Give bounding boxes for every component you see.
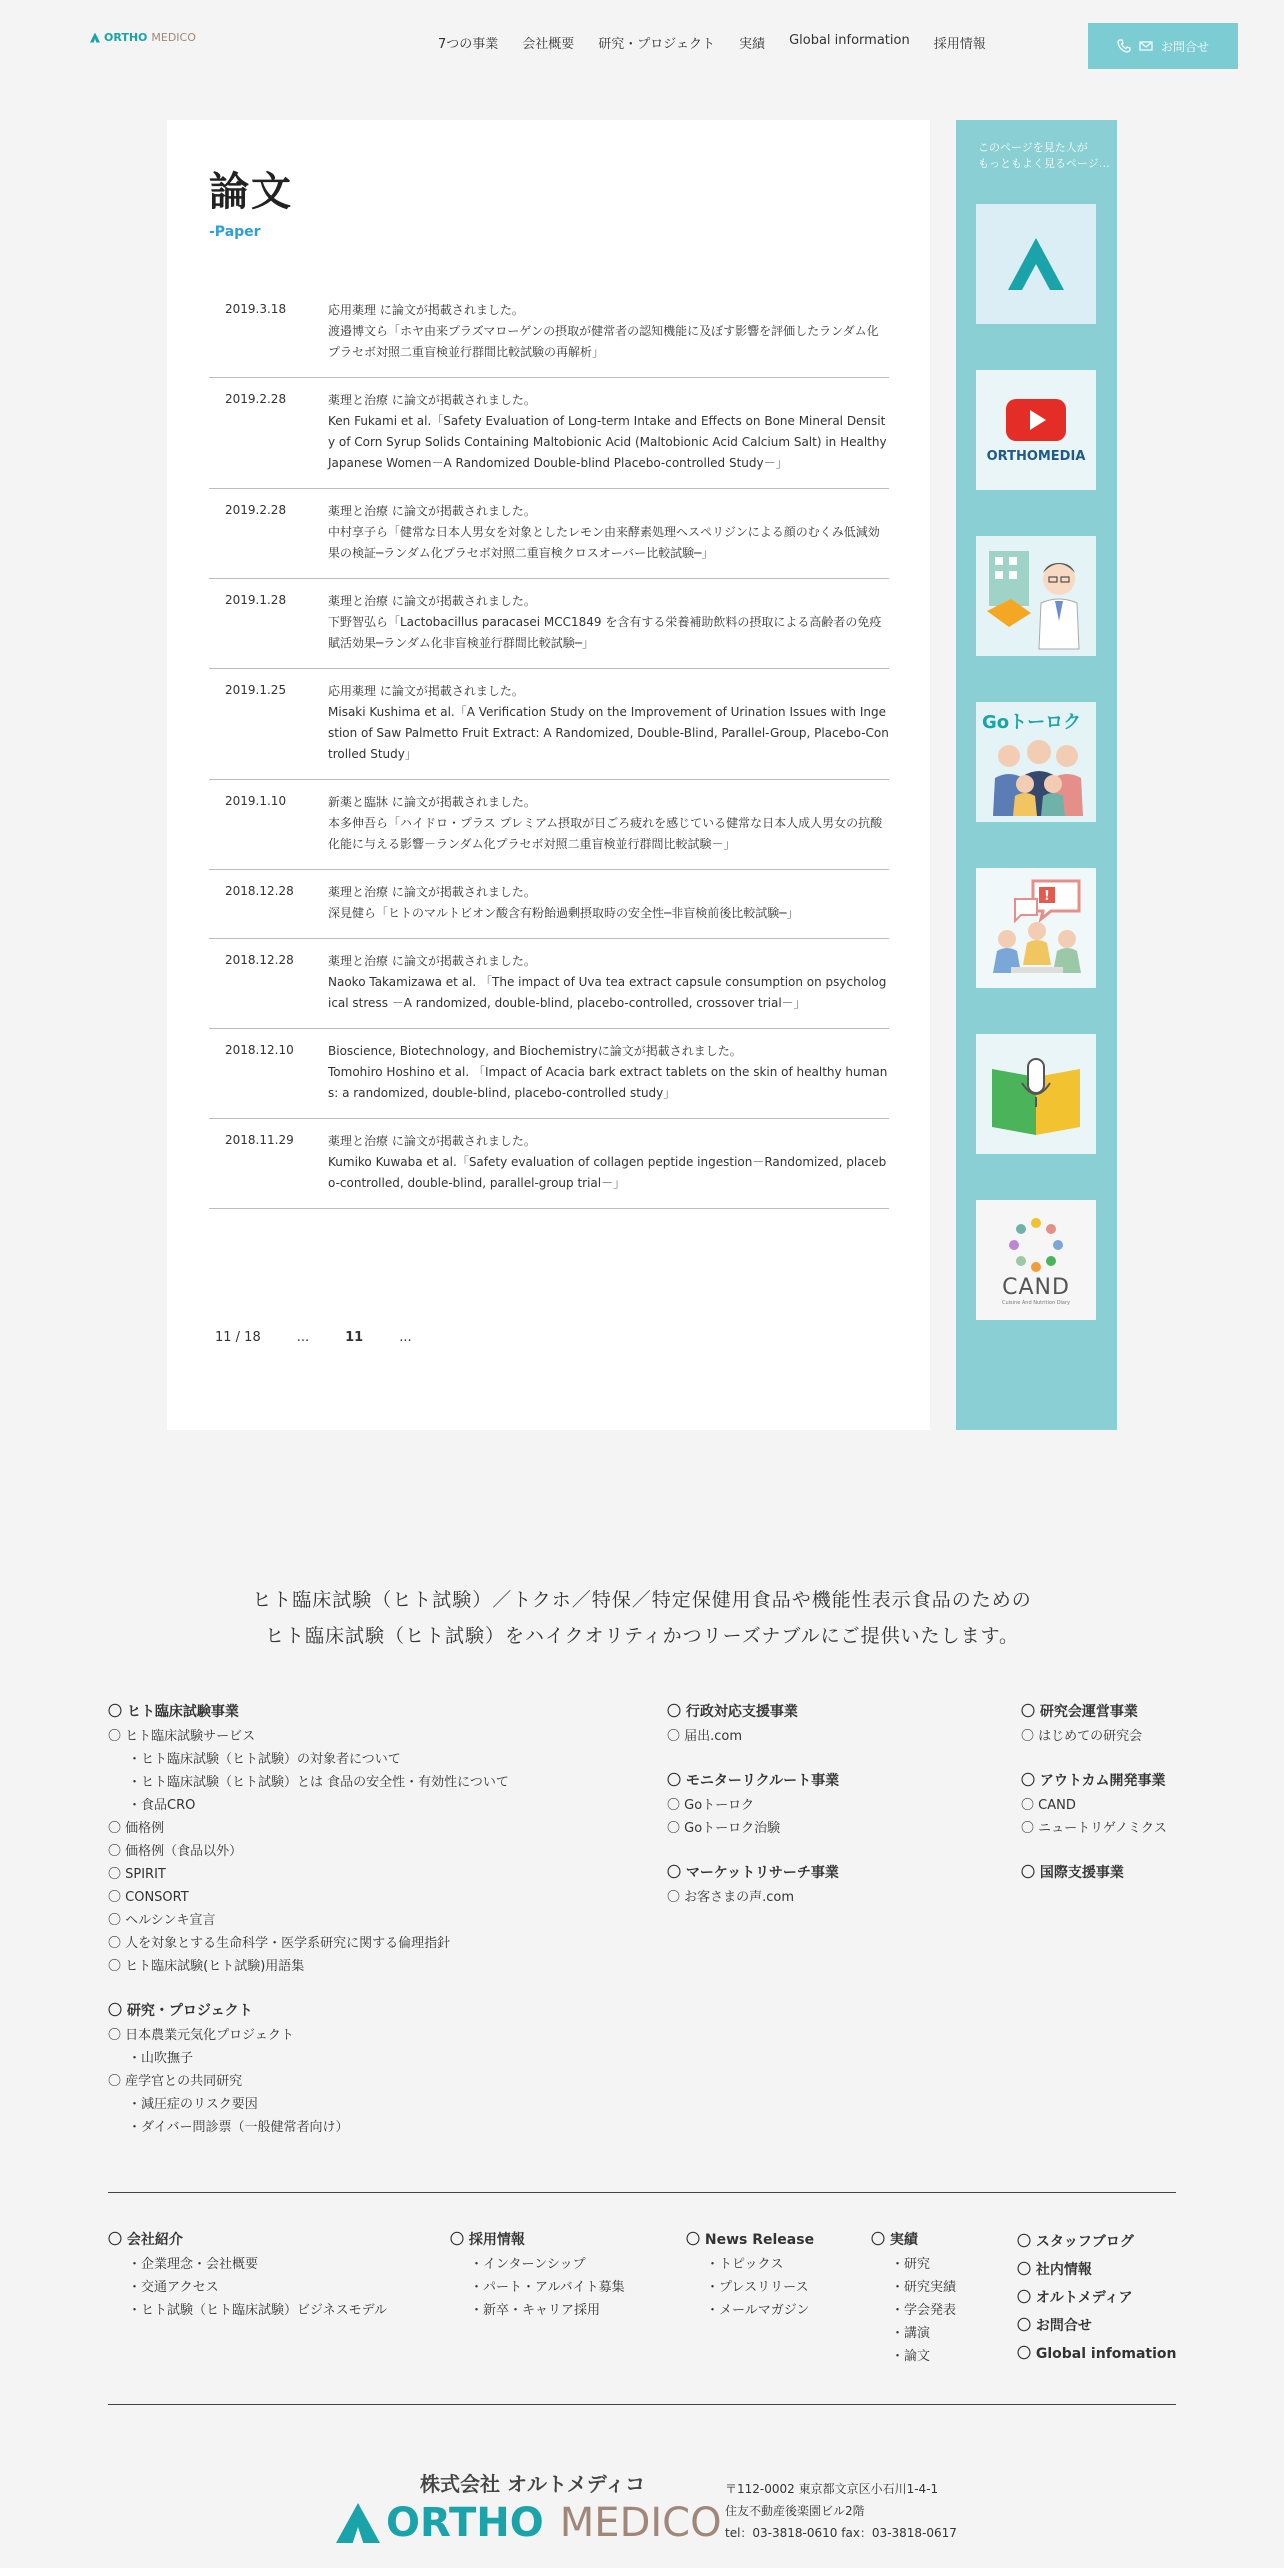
paper-citation[interactable]: Misaki Kushima et al.「A Verification Study on the Improvement of Urination Issues with Ingestion of Saw Palmetto Fruit Extract: A Randomized, Double-Blind, Parallel-Group, Placebo-Controlled Study」 [328, 705, 889, 761]
footer-col-news [686, 2229, 814, 2322]
footer-link-parttime[interactable]: ・パート・アルバイト募集 [470, 2280, 625, 2295]
links-heading-admin[interactable]: 〇 行政対応支援事業 [667, 1704, 798, 1720]
links-heading-research[interactable]: 〇 研究・プロジェクト [108, 2003, 253, 2019]
clinical-trial-tile[interactable] [976, 536, 1096, 656]
page-title: 論文 [209, 168, 293, 215]
footer-col-results [871, 2229, 956, 2368]
paper-journal: 薬理と治療 に論文が掲載されました。 [328, 1134, 536, 1148]
paper-row [209, 1119, 889, 1209]
links-col-1 [108, 1701, 509, 2139]
paper-body [328, 591, 889, 654]
links-heading-study-group[interactable]: 〇 研究会運営事業 [1021, 1704, 1138, 1720]
ortho-logo-tile[interactable] [976, 204, 1096, 324]
link-research-4[interactable]: ・ダイバー問診票（一般健常者向け） [128, 2120, 349, 2135]
logo-mark-icon [90, 33, 100, 43]
nav-item-results[interactable]: 実績 [739, 37, 766, 52]
voice-book-tile[interactable] [976, 1034, 1096, 1154]
link-todokede[interactable]: 〇 届出.com [667, 1729, 743, 1744]
mic-book-icon [986, 1049, 1086, 1139]
paper-citation[interactable]: 中村享子ら「健常な日本人男女を対象としたレモン由来酵素処理ヘスペリジンによる顔のむくみ低減効果の検証─ランダム化プラセボ対照二重盲検クロスオーバー比較試験─」 [328, 525, 880, 560]
papers-card [167, 120, 930, 1430]
paper-date: 2019.1.28 [225, 593, 287, 607]
play-icon [1004, 397, 1068, 443]
footer-link-ortho-media[interactable]: 〇 オルトメディア [1017, 2290, 1133, 2306]
paper-citation[interactable]: Kumiko Kuwaba et al.「Safety evaluation of collagen peptide ingestion－Randomized, placebo-controlled, double-blind, parallel-group trial－」 [328, 1155, 887, 1190]
phone-fax: tel：03-3818-0610 fax：03-3818-0617 [725, 2526, 957, 2540]
paper-citation[interactable]: 本多伸吾ら「ハイドロ・プラス プレミアム摂取が日ごろ疲れを感じている健常な日本人成人男女の抗酸化能に与える影響－ランダム化プラセボ対照二重盲検並行群間比較試験－」 [328, 816, 883, 851]
link-clinical-10[interactable]: 〇 ヒト臨床試験(ヒト試験)用語集 [108, 1959, 305, 1974]
footer-link-newsletter[interactable]: ・メールマガジン [706, 2303, 810, 2318]
link-research-2[interactable]: 〇 産学官との共同研究 [108, 2074, 243, 2089]
paper-body [328, 681, 889, 765]
paper-date: 2019.2.28 [225, 392, 287, 406]
paper-row [209, 489, 889, 579]
footer-link-contact[interactable]: 〇 お問合せ [1017, 2318, 1092, 2334]
paper-date: 2018.12.28 [225, 953, 294, 967]
divider-2 [108, 2404, 1176, 2405]
paper-row [209, 378, 889, 489]
link-research-3[interactable]: ・減圧症のリスク要因 [128, 2097, 258, 2112]
logo-text-ortho: ORTHO [104, 31, 148, 44]
footer-heading-company[interactable]: 〇 会社紹介 [108, 2232, 183, 2248]
sidebar-heading: このページを見た人が もっともよく見るページ… [978, 141, 1110, 170]
page-count: 11 / 18 [215, 1330, 261, 1345]
paper-journal: 薬理と治療 に論文が掲載されました。 [328, 954, 536, 968]
paper-row [209, 939, 889, 1029]
address-line-2: 住友不動産後楽園ビル2階 [725, 2504, 865, 2518]
main-nav [438, 33, 986, 52]
links-heading-outcome[interactable]: 〇 アウトカム開発事業 [1021, 1773, 1166, 1789]
footer-col-company [108, 2229, 387, 2322]
paper-row [209, 1029, 889, 1119]
footer-logo-medico: MEDICO [559, 2500, 722, 2546]
paper-body [328, 300, 889, 363]
link-gotoroku[interactable]: 〇 Goトーロク [667, 1798, 755, 1813]
nav-item-global[interactable]: Global information [789, 33, 910, 48]
paper-date: 2019.2.28 [225, 503, 287, 517]
footer-logo-mark-icon [336, 2503, 380, 2543]
paper-body [328, 792, 889, 855]
links-col-2 [667, 1701, 839, 1909]
pagination [215, 1330, 412, 1345]
divider-1 [108, 2192, 1176, 2193]
paper-journal: 薬理と治療 に論文が掲載されました。 [328, 594, 536, 608]
footer-logo[interactable] [336, 2500, 722, 2546]
footer-heading-results[interactable]: 〇 実績 [871, 2232, 918, 2248]
paper-row [209, 669, 889, 780]
links-heading-market[interactable]: 〇 マーケットリサーチ事業 [667, 1865, 839, 1881]
paper-journal: 新薬と臨牀 に論文が掲載されました。 [328, 795, 536, 809]
footer-link-research-results[interactable]: ・研究実績 [891, 2280, 957, 2295]
paper-list [209, 288, 889, 1209]
paper-date: 2019.1.10 [225, 794, 287, 808]
discussion-illustration-icon [981, 873, 1091, 983]
pager-ellipsis-next[interactable]: ... [399, 1330, 412, 1345]
paper-citation[interactable]: 深見健ら「ヒトのマルトビオン酸含有粉飴過剰摂取時の安全性─非盲検前後比較試験─」 [328, 906, 799, 920]
cand-label: CAND [1002, 1274, 1070, 1300]
paper-journal: 応用薬理 に論文が掲載されました。 [328, 684, 524, 698]
footer-link-business-model[interactable]: ・ヒト試験（ヒト臨床試験）ビジネスモデル [128, 2303, 387, 2318]
paper-date: 2019.3.18 [225, 302, 287, 316]
link-cand[interactable]: 〇 CAND [1021, 1798, 1076, 1813]
footer-link-press[interactable]: ・プレスリリース [706, 2280, 809, 2295]
mail-icon [1139, 39, 1153, 53]
go-talk-label: Goトーロク [982, 712, 1082, 733]
link-clinical-2[interactable]: ・ヒト臨床試験（ヒト試験）とは 食品の安全性・有効性について [128, 1775, 509, 1790]
people-group-icon [981, 734, 1091, 816]
footer-link-career[interactable]: ・新卒・キャリア採用 [470, 2303, 601, 2318]
link-clinical-3[interactable]: ・食品CRO [128, 1798, 196, 1813]
paper-date: 2019.1.25 [225, 683, 287, 697]
link-clinical-6[interactable]: 〇 SPIRIT [108, 1867, 166, 1882]
paper-body [328, 1131, 889, 1194]
paper-date: 2018.12.10 [225, 1043, 294, 1057]
go-talk-tile[interactable] [976, 702, 1096, 822]
paper-journal: Bioscience, Biotechnology, and Biochemistryに論文が掲載されました。 [328, 1044, 742, 1058]
pager-current: 11 [345, 1330, 364, 1345]
pager-ellipsis-prev[interactable]: ... [296, 1330, 310, 1345]
footer-heading-recruit[interactable]: 〇 採用情報 [450, 2232, 525, 2248]
paper-body [328, 951, 889, 1014]
footer-link-access[interactable]: ・交通アクセス [128, 2280, 219, 2295]
tagline [0, 1582, 1284, 1654]
paper-row [209, 870, 889, 939]
footer-col-misc [1017, 2229, 1177, 2369]
nav-item-research[interactable]: 研究・プロジェクト [598, 37, 716, 52]
cand-sublabel: Cuisine And Nutrition Diary [1001, 1299, 1071, 1306]
tagline-line-2: ヒト臨床試験（ヒト試験）をハイクオリティかつリーズナブルにご提供いたします。 [264, 1625, 1020, 1647]
paper-citation[interactable]: Tomohiro Hoshino et al. 「Impact of Acacia bark extract tablets on the skin of healthy humans: a randomized, double-blind, placebo-controlled study」 [328, 1065, 888, 1100]
related-sidebar [956, 120, 1117, 1430]
footer-link-papers[interactable]: ・論文 [891, 2349, 931, 2364]
footer-link-lectures[interactable]: ・講演 [891, 2326, 931, 2341]
contact-button-label: お問合せ [1160, 39, 1209, 54]
paper-journal: 応用薬理 に論文が掲載されました。 [328, 303, 524, 317]
link-clinical-5[interactable]: 〇 価格例（食品以外） [108, 1844, 243, 1859]
paper-row [209, 288, 889, 378]
link-clinical-0[interactable]: 〇 ヒト臨床試験サービス [108, 1729, 256, 1744]
footer-link-conference[interactable]: ・学会発表 [891, 2303, 957, 2318]
address-line-1: 〒112-0002 東京都文京区小石川1-4-1 [725, 2482, 939, 2496]
tagline-line-1: ヒト臨床試験（ヒト試験）／トクホ／特保／特定保健用食品や機能性表示食品のための [252, 1589, 1032, 1611]
links-col-3 [1021, 1701, 1167, 1886]
site-logo[interactable] [90, 31, 196, 44]
ortho-logo-icon [1006, 236, 1066, 292]
links-heading-monitor[interactable]: 〇 モニターリクルート事業 [667, 1773, 840, 1789]
phone-icon [1117, 39, 1131, 53]
footer-link-topics[interactable]: ・トピックス [706, 2257, 784, 2272]
market-research-tile[interactable] [976, 868, 1096, 988]
link-okyakusama[interactable]: 〇 お客さまの声.com [667, 1890, 795, 1905]
paper-journal: 薬理と治療 に論文が掲載されました。 [328, 393, 536, 407]
footer-link-philosophy[interactable]: ・企業理念・会社概要 [128, 2257, 259, 2272]
paper-citation[interactable]: Ken Fukami et al.「Safety Evaluation of Long-term Intake and Effects on Bone Mineral Density of Corn Syrup Solids Containing Maltobionic Acid (Maltobionic Acid Calcium Salt) in Healthy Japanese Women－A Randomized Double-blind Placebo-controlled Study－」 [328, 414, 887, 470]
ortho-media-label: ORTHOMEDIA [986, 448, 1086, 464]
paper-journal: 薬理と治療 に論文が掲載されました。 [328, 885, 536, 899]
paper-row [209, 579, 889, 669]
footer-link-staff-blog[interactable]: 〇 スタッフブログ [1017, 2234, 1134, 2250]
paper-body [328, 882, 889, 924]
page-subtitle: -Paper [209, 224, 261, 240]
footer-col-recruit [450, 2229, 625, 2322]
ortho-media-tile[interactable] [976, 370, 1096, 490]
paper-citation[interactable]: 下野智弘ら「Lactobacillus paracasei MCC1849 を含有する栄養補助飲料の摂取による高齢者の免疫賦活効果─ランダム化非盲検並行群間比較試験─」 [328, 615, 882, 650]
cand-ring-icon [1006, 1215, 1066, 1275]
link-research-1[interactable]: ・山吹撫子 [128, 2051, 194, 2066]
paper-body [328, 501, 889, 564]
footer-link-global[interactable]: 〇 Global infomation [1017, 2346, 1177, 2362]
paper-citation[interactable]: Naoko Takamizawa et al. 「The impact of Uva tea extract capsule consumption on psychological stress －A randomized, double-blind, placebo-controlled, crossover trial－」 [328, 975, 887, 1010]
nav-item-company[interactable]: 会社概要 [522, 37, 575, 52]
cand-tile[interactable] [976, 1200, 1096, 1320]
company-name: 株式会社 オルトメディコ [420, 2472, 646, 2496]
paper-citation[interactable]: 渡邉博文ら「ホヤ由来プラズマローゲンの摂取が健常者の認知機能に及ぼす影響を評価したランダム化プラセボ対照二重盲検並行群間比較試験の再解析」 [328, 324, 879, 359]
footer-logo-ortho: ORTHO [386, 2500, 544, 2546]
link-clinical-8[interactable]: 〇 ヘルシンキ宣言 [108, 1913, 216, 1928]
footer-link-research[interactable]: ・研究 [891, 2257, 931, 2272]
paper-date: 2018.11.29 [225, 1133, 294, 1147]
nav-item-business[interactable]: 7つの事業 [438, 37, 499, 52]
logo-text-medico: MEDICO [151, 31, 196, 44]
paper-journal: 薬理と治療 に論文が掲載されました。 [328, 504, 536, 518]
links-heading-international[interactable]: 〇 国際支援事業 [1021, 1865, 1124, 1881]
paper-body [328, 390, 889, 474]
link-clinical-9[interactable]: 〇 人を対象とする生命科学・医学系研究に関する倫理指針 [108, 1936, 451, 1951]
svg-text:!: ! [1044, 889, 1050, 904]
link-clinical-1[interactable]: ・ヒト臨床試験（ヒト試験）の対象者について [128, 1752, 401, 1767]
paper-row [209, 780, 889, 870]
company-address [725, 2478, 957, 2544]
paper-date: 2018.12.28 [225, 884, 294, 898]
doctor-illustration-icon [981, 541, 1091, 651]
link-clinical-4[interactable]: 〇 価格例 [108, 1821, 165, 1836]
nav-item-recruit[interactable]: 採用情報 [933, 37, 986, 52]
footer-link-internal[interactable]: 〇 社内情報 [1017, 2262, 1092, 2278]
link-gotoroku-chiken[interactable]: 〇 Goトーロク治験 [667, 1821, 781, 1836]
link-first-study-group[interactable]: 〇 はじめての研究会 [1021, 1729, 1143, 1744]
links-heading-clinical[interactable]: 〇 ヒト臨床試験事業 [108, 1704, 239, 1720]
link-clinical-7[interactable]: 〇 CONSORT [108, 1890, 189, 1905]
link-nutrigenomics[interactable]: 〇 ニュートリゲノミクス [1021, 1821, 1167, 1836]
footer-heading-news[interactable]: 〇 News Release [686, 2232, 815, 2248]
link-research-0[interactable]: 〇 日本農業元気化プロジェクト [108, 2028, 294, 2043]
contact-button[interactable] [1088, 23, 1238, 69]
paper-body [328, 1041, 889, 1104]
footer-link-internship[interactable]: ・インターンシップ [470, 2257, 586, 2272]
